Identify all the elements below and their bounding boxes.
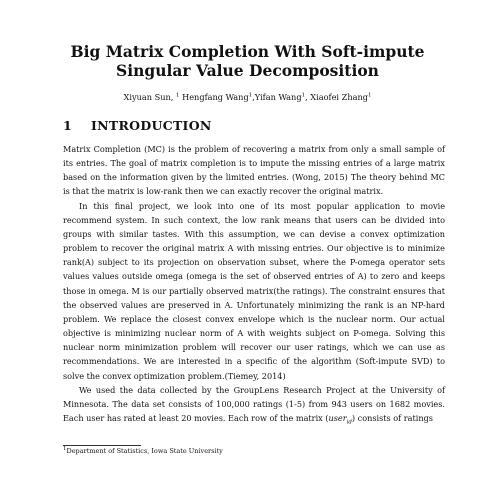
footnote [63, 447, 223, 456]
title-line-1: Big Matrix Completion With Soft-impute [70, 42, 425, 61]
title-line-2: Singular Value Decomposition [116, 61, 379, 80]
paragraph: In this final project, we look into one of its most popular application to movie recommend system. In such context, the low rank means that users can be divided into groups with similar tastes. With this assumption, we can devise a convex optimization problem to recover the original matrix A with missing entries. Our objective is to minimize rank(A) subject to its projection on observation subset, where the P-omega operator sets values values outside omega (omega is the set of observed entries of A) to zero and keeps those in omega. M is our partially observed matrix(the ratings). The constraint ensures that the observed values are preserved in A. Unfortunately minimizing the rank is an NP-hard problem. We replace the closest convex envelope which is the nuclear norm. Our actual objective is minimizing nuclear norm of A with weights subject on P-omega. Solving this nuclear norm minimization problem will recover our user ratings, which we can use as recommendations. We are interested in a specific of the algorithm (Soft-impute SVD) to solve the convex optimization problem.(Tiemey, 2014) [63, 200, 445, 381]
math-variable: user$_{id}$ [328, 412, 352, 426]
footnote-rule [63, 445, 141, 446]
author-text: Hengfang Wang [179, 92, 249, 102]
paragraph [63, 383, 445, 430]
paragraph: Matrix Completion (MC) is the problem of recovering a matrix from only a small sample of its entries. The goal of matrix completion is to impute the missing entries of a large matrix based on the information given by the limited entries. (Wong, 2015) The theory behind MC is that the matrix is low-rank then we can exactly recover the original matrix. [63, 144, 445, 197]
author-text: ,Yifan Wang [252, 92, 302, 102]
author-text: Xiyuan Sun, [123, 92, 176, 102]
paragraph-text: We used the data collected by the GroupLens Research Project at the University of Minnesota. The data set consists of 100,000 ratings (1-5) from 943 users on 1682 movies. Each user has rated at least 20 movies. Each row of the matrix ( [63, 384, 445, 423]
paper-title [0, 42, 495, 80]
affiliation-marker: 1 [368, 92, 372, 99]
math-subscript: id [346, 419, 352, 426]
section-number: 1 [63, 118, 72, 133]
affiliation-marker: 1 [248, 92, 253, 99]
author-list [0, 92, 495, 103]
affiliation-marker: 1 [175, 92, 180, 99]
affiliation-marker: 1 [301, 92, 306, 99]
section-title: INTRODUCTION [91, 118, 212, 133]
paragraph-text: ) consists of ratings [351, 412, 433, 423]
footnote-text: Department of Statistics, Iowa State University [66, 447, 223, 455]
body-text [63, 142, 445, 430]
footnote-marker: 1 [63, 445, 67, 452]
section-heading [63, 118, 212, 133]
author-text: , Xiaofei Zhang [305, 92, 368, 102]
